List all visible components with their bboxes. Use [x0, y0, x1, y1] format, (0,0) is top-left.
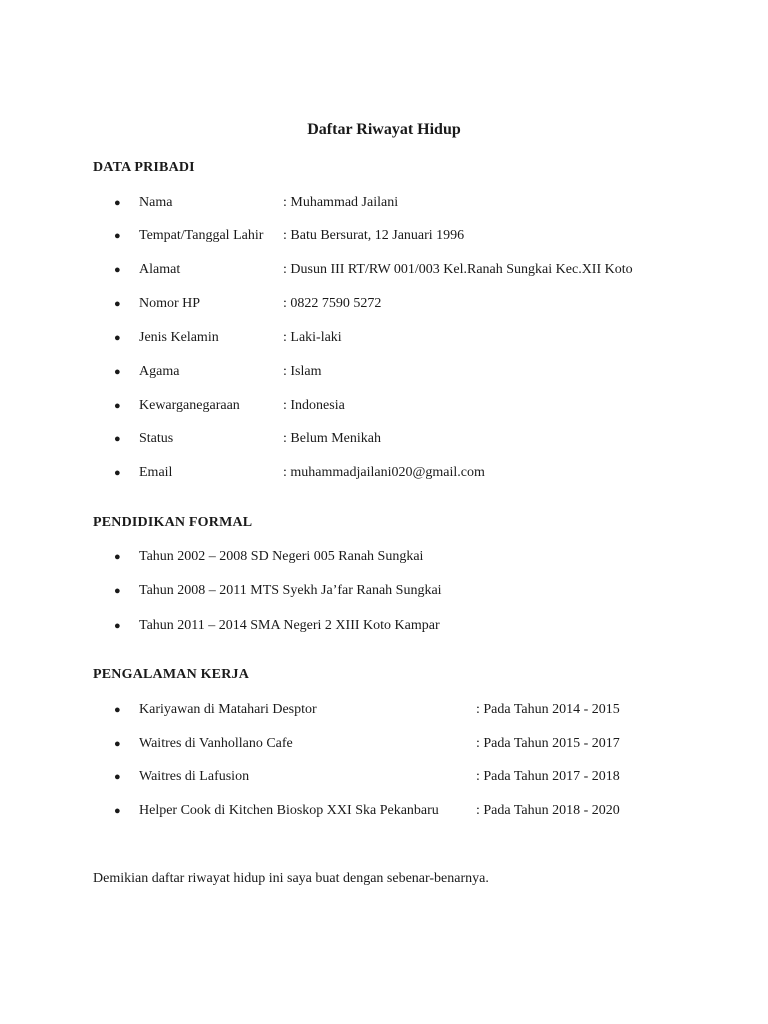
field-label: Tempat/Tanggal Lahir [139, 228, 264, 243]
bullet-icon: ● [114, 704, 121, 716]
field-value: : Batu Bersurat, 12 Januari 1996 [283, 228, 465, 243]
bullet-icon: ● [114, 332, 121, 344]
bullet-icon: ● [114, 620, 121, 632]
bullet-icon: ● [114, 197, 121, 209]
bullet-icon: ● [114, 366, 121, 378]
education-entry: Tahun 2008 – 2011 MTS Syekh Ja’far Ranah Sungkai [139, 583, 442, 598]
field-label: Nama [139, 195, 173, 210]
field-label: Nomor HP [139, 296, 201, 311]
job-period: : Pada Tahun 2018 - 2020 [476, 803, 620, 818]
bullet-icon: ● [114, 805, 121, 817]
bullet-icon: ● [114, 585, 121, 597]
field-label: Agama [139, 364, 180, 379]
bullet-icon: ● [114, 400, 121, 412]
closing-statement: Demikian daftar riwayat hidup ini saya buat dengan sebenar-benarnya. [93, 871, 489, 886]
field-label: Kewarganegaraan [139, 398, 240, 413]
field-label: Status [139, 431, 174, 446]
field-value: : muhammadjailani020@gmail.com [283, 465, 485, 480]
bullet-icon: ● [114, 467, 121, 479]
job-title: Helper Cook di Kitchen Bioskop XXI Ska Pekanbaru [139, 803, 439, 818]
field-value: : Belum Menikah [283, 431, 381, 446]
job-title: Kariyawan di Matahari Desptor [139, 702, 317, 717]
education-entry: Tahun 2011 – 2014 SMA Negeri 2 XIII Koto Kampar [139, 618, 440, 633]
job-title: Waitres di Vanhollano Cafe [139, 736, 293, 751]
field-label: Alamat [139, 262, 181, 277]
section-heading-education: PENDIDIKAN FORMAL [93, 515, 253, 530]
section-heading-personal: DATA PRIBADI [93, 160, 195, 175]
job-period: : Pada Tahun 2015 - 2017 [476, 736, 620, 751]
bullet-icon: ● [114, 230, 121, 242]
education-entry: Tahun 2002 – 2008 SD Negeri 005 Ranah Sungkai [139, 549, 424, 564]
bullet-icon: ● [114, 298, 121, 310]
field-value: : Muhammad Jailani [283, 195, 399, 210]
bullet-icon: ● [114, 433, 121, 445]
field-value: : Laki-laki [283, 330, 342, 345]
bullet-icon: ● [114, 738, 121, 750]
field-label: Email [139, 465, 173, 480]
job-period: : Pada Tahun 2014 - 2015 [476, 702, 620, 717]
field-value: : Islam [283, 364, 322, 379]
document-title: Daftar Riwayat Hidup [307, 121, 461, 138]
field-label: Jenis Kelamin [139, 330, 219, 345]
field-value: : Dusun III RT/RW 001/003 Kel.Ranah Sungkai Kec.XII Koto [283, 262, 633, 277]
job-title: Waitres di Lafusion [139, 769, 250, 784]
bullet-icon: ● [114, 551, 121, 563]
job-period: : Pada Tahun 2017 - 2018 [476, 769, 620, 784]
section-heading-work: PENGALAMAN KERJA [93, 667, 250, 682]
field-value: : Indonesia [283, 398, 345, 413]
bullet-icon: ● [114, 264, 121, 276]
bullet-icon: ● [114, 771, 121, 783]
field-value: : 0822 7590 5272 [283, 296, 382, 311]
